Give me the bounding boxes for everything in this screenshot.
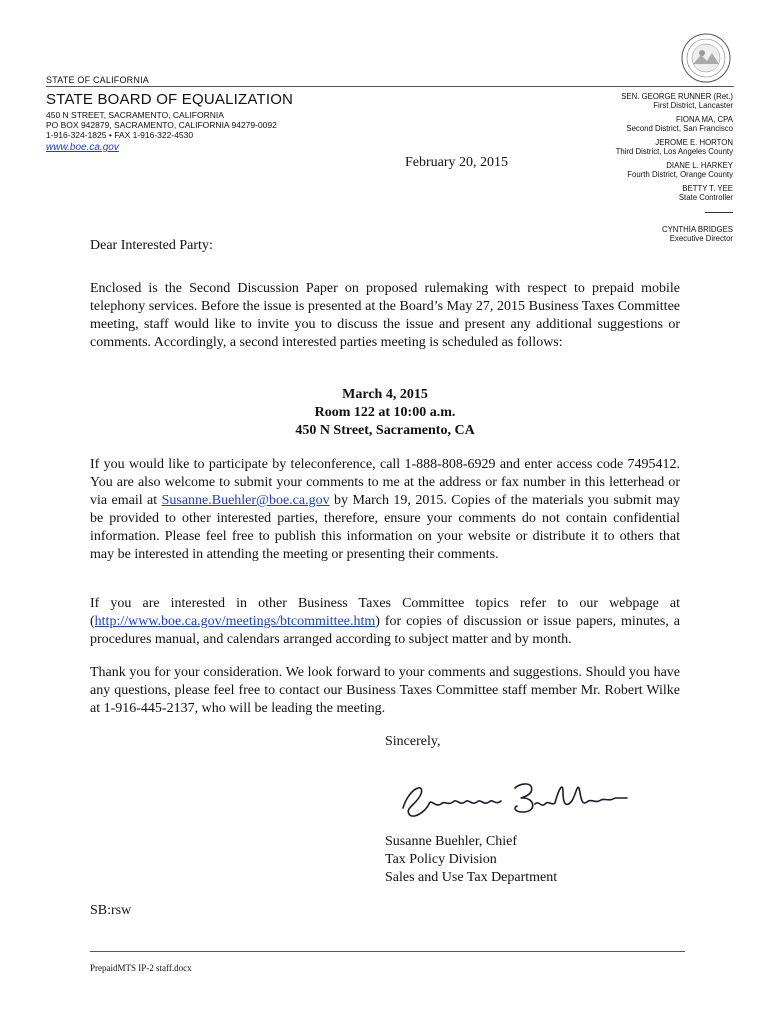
- board-member: [563, 161, 733, 179]
- signer-department: Sales and Use Tax Department: [385, 870, 558, 885]
- address-line-2: PO BOX 942879, SACRAMENTO, CALIFORNIA 94279-0092: [46, 120, 277, 130]
- board-member: [563, 184, 733, 202]
- member-title: State Controller: [678, 193, 733, 202]
- footer-rule: [90, 951, 685, 952]
- paragraph-webpage: [90, 595, 680, 649]
- paragraph-teleconference: [90, 456, 680, 564]
- handwritten-signature: [395, 768, 635, 824]
- member-name: SEN. GEORGE RUNNER (Ret.): [621, 92, 733, 101]
- para3-text-after: ) for copies of discussion or issue papers, minutes, a procedures manual, and calendars arranged according to subject matter and by month.: [90, 614, 680, 647]
- meeting-details: [90, 386, 680, 440]
- typist-initials: SB:rsw: [90, 903, 132, 918]
- phone-fax: 1-916-324-1825 • FAX 1-916-322-4530: [46, 130, 194, 140]
- member-name: DIANE L. HARKEY: [666, 161, 733, 170]
- para3-text-before: If you are interested in other Business Taxes Committee topics refer to our webpage at (: [90, 596, 680, 629]
- member-title: Third District, Los Angeles County: [615, 147, 733, 156]
- member-title: Fourth District, Orange County: [627, 170, 733, 179]
- address-line-1: 450 N STREET, SACRAMENTO, CALIFORNIA: [46, 110, 224, 120]
- meeting-date: March 4, 2015: [342, 387, 428, 402]
- member-title: Second District, San Francisco: [626, 124, 733, 133]
- header-rule: [46, 86, 734, 87]
- agency-name: STATE BOARD OF EQUALIZATION: [46, 91, 294, 108]
- executive-director: [563, 225, 733, 243]
- email-link[interactable]: Susanne.Buehler@boe.ca.gov: [161, 493, 330, 508]
- signer-division: Tax Policy Division: [385, 852, 497, 867]
- board-divider: [705, 212, 733, 213]
- signer-name: Susanne Buehler, Chief: [385, 834, 518, 849]
- salutation: Dear Interested Party:: [90, 238, 213, 253]
- executive-name: CYNTHIA BRIDGES: [661, 225, 733, 234]
- board-member: [563, 92, 733, 110]
- board-member: [563, 115, 733, 133]
- state-seal-icon: [681, 33, 731, 83]
- member-title: First District, Lancaster: [653, 101, 733, 110]
- board-members: [563, 92, 733, 248]
- closing: Sincerely,: [385, 734, 441, 749]
- meeting-room: Room 122 at 10:00 a.m.: [314, 405, 456, 420]
- board-member: [563, 138, 733, 156]
- committee-webpage-link[interactable]: http://www.boe.ca.gov/meetings/btcommittee.htm: [94, 614, 376, 629]
- para2-text-before: If you would like to participate by teleconference, call 1-888-808-6929 and enter access code 7495412. You are also welcome to submit your comments to me at the address or fax number in this letterhead or via email at: [90, 457, 680, 508]
- letter-date: February 20, 2015: [405, 155, 509, 170]
- member-name: JEROME E. HORTON: [655, 138, 733, 147]
- meeting-location: 450 N Street, Sacramento, CA: [295, 423, 475, 438]
- signer-block: [385, 833, 557, 887]
- website-link[interactable]: www.boe.ca.gov: [46, 142, 119, 153]
- state-label: STATE OF CALIFORNIA: [46, 75, 149, 85]
- file-name-footer: PrepaidMTS IP-2 staff.docx: [90, 963, 192, 973]
- para2-text-after: by March 19, 2015. Copies of the materials you submit may be provided to other interested parties, therefore, ensure your comments do not contain confidential information. Please feel free to publish this information on your website or distribute it to others that may be interested in attending the meeting or presenting their comments.: [90, 493, 680, 562]
- member-name: FIONA MA, CPA: [675, 115, 733, 124]
- executive-title: Executive Director: [669, 234, 733, 243]
- paragraph-intro: Enclosed is the Second Discussion Paper on proposed rulemaking with respect to prepaid mobile telephony services. Before the issue is presented at the Board’s May 27, 2015 Business Taxes Committee meeting, staff would like to invite you to discuss the issue and present any additional suggestions or comments. Accordingly, a second interested parties meeting is scheduled as follows:: [90, 281, 680, 350]
- member-name: BETTY T. YEE: [682, 184, 733, 193]
- paragraph-thanks: Thank you for your consideration. We look forward to your comments and suggestions. Should you have any questions, please feel free to contact our Business Taxes Committee staff member Mr. Robert Wilke at 1-916-445-2137, who will be leading the meeting.: [90, 665, 680, 716]
